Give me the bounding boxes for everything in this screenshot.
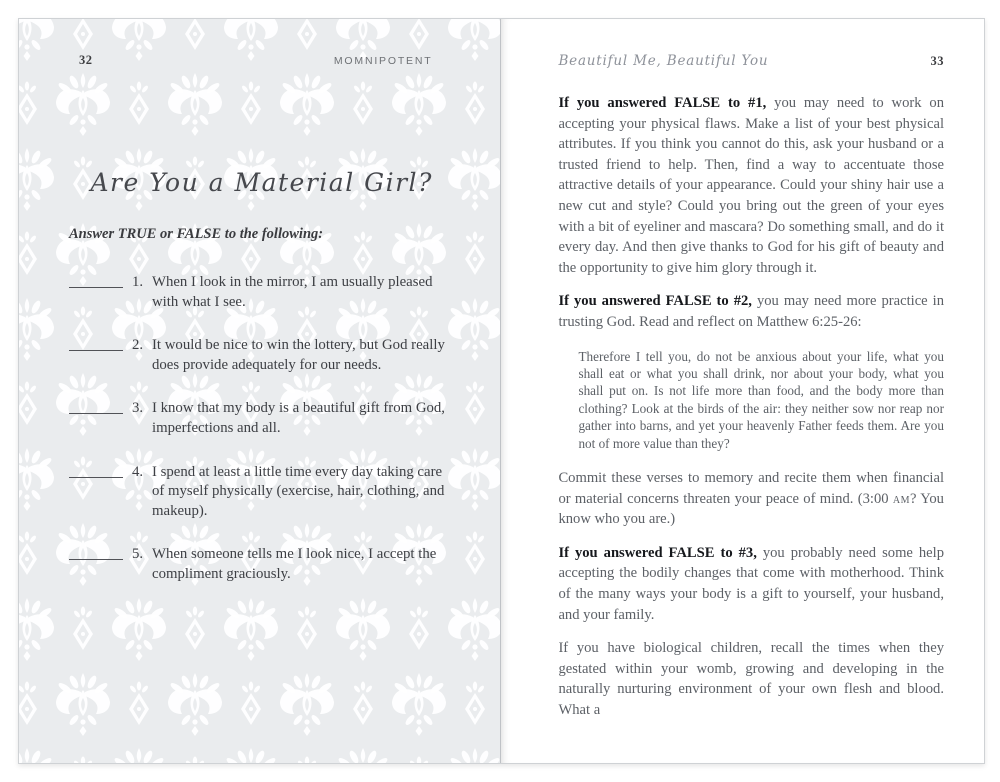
quiz-item-number: 4. [132,463,144,480]
left-page-content [19,19,500,585]
paragraph-false-1 [558,93,944,278]
book-spread [18,18,985,764]
answer-blank [69,463,123,478]
quiz-item [69,545,454,584]
paragraph-commit-verses [558,468,944,530]
left-page-header [69,53,454,68]
paragraph-body: Commit these verses to memory and recite them when financial or material concerns threaten your peace of mind. (3:00 [558,469,944,507]
quiz-item [69,336,454,375]
right-page [501,19,984,763]
quiz-item-text: I spend at least a little time every day taking care of myself physically (exercise, hair, clothing, and makeup). [152,463,445,519]
quiz-item-number: 2. [132,337,144,354]
running-head-book-title: MOMNIPOTENT [333,55,433,67]
answer-blank [69,336,123,351]
paragraph-lead: If you answered FALSE to #1, [558,95,767,111]
quiz-item-text: I know that my body is a beautiful gift from God, imperfections and all. [152,400,446,436]
quiz-item-number: 5. [132,546,144,563]
quiz-item [69,463,454,522]
right-page-header [558,53,944,69]
page-number-right: 33 [930,54,944,68]
quiz-item [69,273,454,312]
paragraph-false-3 [558,543,944,625]
paragraph-body: you probably need some help accepting the bodily changes that come with motherhood. Think of the many ways your body is a gift to yourself, your husband, and your family. [558,544,944,623]
quiz-instruction: Answer TRUE or FALSE to the following: [69,226,324,242]
quiz-item-text: It would be nice to win the lottery, but God really does provide adequately for our needs. [152,337,445,373]
body-text [558,93,944,721]
answer-blank [69,399,123,414]
paragraph-lead: If you answered FALSE to #3, [558,544,757,561]
left-page [19,19,501,763]
paragraph-body: ? You know who you are.) [558,490,944,528]
paragraph-false-2 [558,291,944,332]
paragraph-body: you may need to work on accepting your physical flaws. Make a list of your best physical attributes. If you think you cannot do this, ask your husband or a trusted friend to help. Then, find a way to accentuate those attractive details of your appearance. Could your shiny hair use a new cut and style? Could you bring out the green of your eyes with a bit of eyeliner and mascara? Do something small, and do it every day. And then give thanks to God for his gift of beauty and the opportunity to give him glory through it. [558,95,944,276]
paragraph-body: you may need more practice in trusting God. Read and reflect on Matthew 6:25-26: [558,293,945,330]
answer-blank [69,273,123,288]
quiz-item-text: When I look in the mirror, I am usually pleased with what I see. [152,274,433,310]
quiz-item-number: 3. [132,400,144,417]
paragraph-biological-children: If you have biological children, recall the times when they gestated within your womb, growing and developing in the naturally nurturing environment of your own flesh and blood. What a [558,640,944,718]
page-number-left: 32 [79,53,93,67]
quiz-item-number: 1. [132,274,144,290]
quiz-item [69,399,454,438]
scripture-blockquote: Therefore I tell you, do not be anxious about your life, what you shall eat or what you shall drink, nor about your body, what you shall put on. Is not life more than food, and the body more than clothing? Look at the birds of the air: they neither sow nor reap nor gather into barns, and yet your heavenly Father feeds them. Are you not of more value than they? [578,348,944,451]
running-head-chapter-title: Beautiful Me, Beautiful You [558,53,769,69]
quiz-list [69,273,454,585]
am-smallcaps: am [892,490,911,507]
paragraph-lead: If you answered FALSE to #2, [558,293,752,310]
quiz-title: Are You a Material Girl? [90,168,433,197]
quiz-item-text: When someone tells me I look nice, I accept the compliment graciously. [152,546,437,582]
answer-blank [69,545,123,560]
